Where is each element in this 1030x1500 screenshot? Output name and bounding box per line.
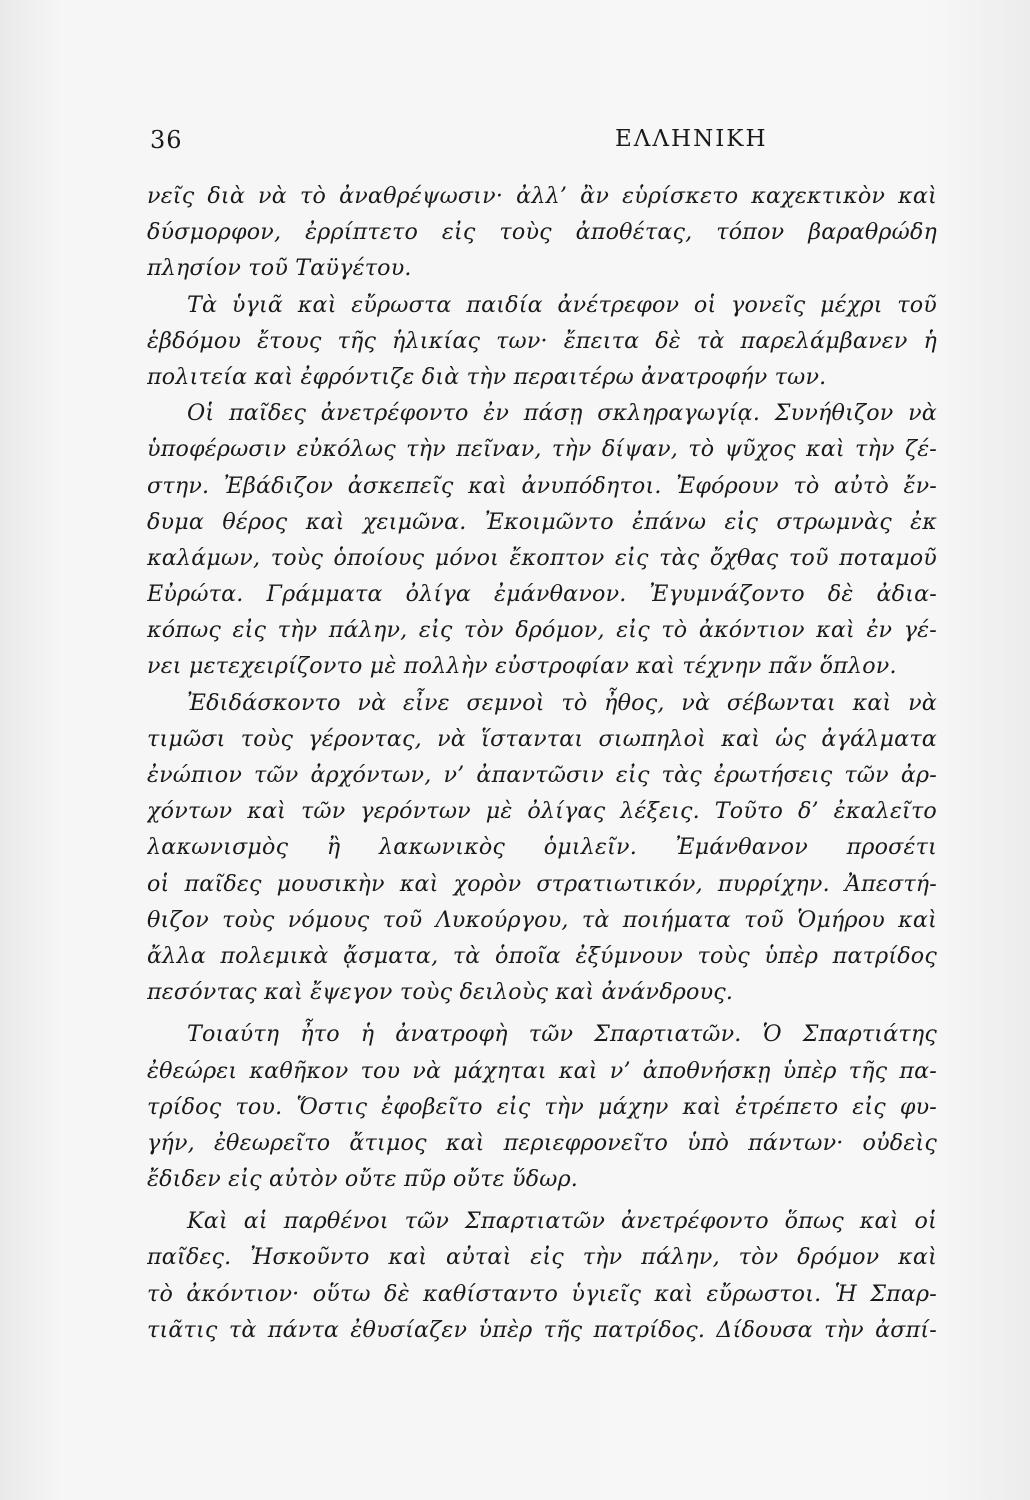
text-line: κόπως εἰς τὴν πάλην, εἰς τὸν δρόμον, εἰς τὸ ἀκόντιον καὶ ἐν γέ- (147, 617, 937, 644)
paragraph-start-line: Τὰ ὑγιᾶ καὶ εὔρωστα παιδία ἀνέτρεφον οἱ γονεῖς μέχρι τοῦ (187, 291, 937, 318)
text-line: τιμῶσι τοὺς γέροντας, νὰ ἵστανται σιωπηλοὶ καὶ ὡς ἀγάλματα (147, 725, 937, 752)
text-line: Εὐρώτα. Γράμματα ὀλίγα ἐμάνθανον. Ἐγυμνάζοντο δὲ ἀδια- (147, 581, 937, 608)
text-line: νεῖς διὰ νὰ τὸ ἀναθρέψωσιν· ἀλλ’ ἂν εὑρίσκετο καχεκτικὸν καὶ (147, 183, 937, 209)
text-line: δύσμορφον, ἐρρίπτετο εἰς τοὺς ἀποθέτας, τόπον βαραθρώδη (147, 219, 937, 246)
text-line: χόντων καὶ τῶν γερόντων μὲ ὀλίγας λέξεις. Τοῦτο δ’ ἐκαλεῖτο (147, 798, 937, 825)
text-line: πολιτεία καὶ ἐφρόντιζε διὰ τὴν περαιτέρω ἀνατροφήν των. (147, 363, 827, 390)
text-line: δυμα θέρος καὶ χειμῶνα. Ἐκοιμῶντο ἐπάνω εἰς στρωμνὰς ἐκ (147, 508, 937, 535)
text-line: θιζον τοὺς νόμους τοῦ Λυκούργου, τὰ ποιήματα τοῦ Ὁμήρου καὶ (147, 906, 937, 933)
text-line: παῖδες. Ἠσκοῦντο καὶ αὐταὶ εἰς τὴν πάλην, τὸν δρόμον καὶ (147, 1244, 937, 1271)
body-text (147, 178, 937, 1348)
text-line: ἑβδόμου ἔτους τῆς ἡλικίας των· ἔπειτα δὲ τὰ παρελάμβανεν ἡ (147, 327, 937, 354)
text-line: πλησίον τοῦ Ταϋγέτου. (147, 255, 412, 282)
paragraph-start-line: Καὶ αἱ παρθένοι τῶν Σπαρτιατῶν ἀνετρέφοντο ὅπως καὶ οἱ (187, 1208, 937, 1235)
text-line: οἱ παῖδες μουσικὴν καὶ χορὸν στρατιωτικόν, πυρρίχην. Ἀπεστή- (147, 870, 937, 897)
text-line: τιᾶτις τὰ πάντα ἐθυσίαζεν ὑπὲρ τῆς πατρίδος. Δίδουσα τὴν ἀσπί- (147, 1316, 937, 1343)
paragraph-start-line: Ἐδιδάσκοντο νὰ εἶνε σεμνοὶ τὸ ἦθος, νὰ σέβωνται καὶ νὰ (187, 689, 937, 716)
text-line: νει μετεχειρίζοντο μὲ πολλὴν εὐστροφίαν καὶ τέχνην πᾶν ὅπλον. (147, 653, 897, 680)
text-line: καλάμων, τοὺς ὁποίους μόνοι ἔκοπτον εἰς τὰς ὄχθας τοῦ ποταμοῦ (147, 544, 937, 571)
text-line: στην. Ἐβάδιζον ἀσκεπεῖς καὶ ἀνυπόδητοι. Ἐφόρουν τὸ αὐτὸ ἔν- (147, 472, 937, 499)
text-line: γήν, ἐθεωρεῖτο ἄτιμος καὶ περιεφρονεῖτο ὑπὸ πάντων· οὐδεὶς (147, 1129, 937, 1156)
page-number: 36 (150, 126, 183, 154)
text-line: ὑποφέρωσιν εὐκόλως τὴν πεῖναν, τὴν δίψαν, τὸ ψῦχος καὶ τὴν ζέ- (147, 436, 937, 463)
text-line: ἐνώπιον τῶν ἀρχόντων, ν’ ἀπαντῶσιν εἰς τὰς ἐρωτήσεις τῶν ἀρ- (147, 762, 937, 788)
paragraph-start-line: Τοιαύτη ἦτο ἡ ἀνατροφὴ τῶν Σπαρτιατῶν. Ὁ Σπαρτιάτης (187, 1021, 937, 1048)
text-line: λακωνισμὸς ἢ λακωνικὸς ὁμιλεῖν. Ἐμάνθανον προσέτι (147, 834, 937, 861)
text-line: ἄλλα πολεμικὰ ᾄσματα, τὰ ὁποῖα ἐξύμνουν τοὺς ὑπὲρ πατρίδος (147, 942, 937, 969)
text-line: ἐθεώρει καθῆκον του νὰ μάχηται καὶ ν’ ἀποθνήσκῃ ὑπὲρ τῆς πα- (147, 1057, 937, 1084)
text-line: ἔδιδεν εἰς αὐτὸν οὔτε πῦρ οὔτε ὕδωρ. (147, 1166, 579, 1193)
text-line: πεσόντας καὶ ἔψεγον τοὺς δειλοὺς καὶ ἀνάνδρους. (147, 979, 734, 1006)
running-head-title: ΕΛΛΗΝΙΚΗ (615, 126, 768, 152)
paragraph-start-line: Οἱ παῖδες ἀνετρέφοντο ἐν πάσῃ σκληραγωγίᾳ. Συνήθιζον νὰ (187, 400, 937, 427)
page-header (150, 126, 940, 162)
text-line: τρίδος του. Ὅστις ἐφοβεῖτο εἰς τὴν μάχην καὶ ἐτρέπετο εἰς φυ- (147, 1093, 937, 1120)
text-line: τὸ ἀκόντιον· οὕτω δὲ καθίσταντο ὑγιεῖς καὶ εὔρωστοι. Ἡ Σπαρ- (147, 1280, 937, 1307)
